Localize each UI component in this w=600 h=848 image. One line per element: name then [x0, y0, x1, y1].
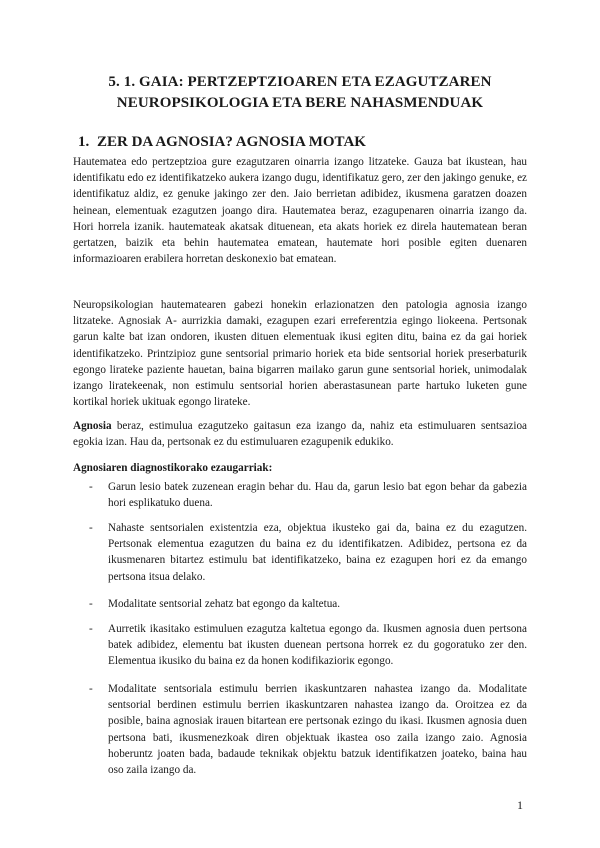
bullet-marker: - — [89, 481, 93, 493]
list-item — [73, 596, 527, 612]
list-item — [73, 479, 527, 511]
list-item-text: Modalitate sentsorial zehatz bat egongo da kaltetua. — [108, 598, 341, 610]
page-number: 1 — [517, 798, 523, 812]
list-item-text: Aurretik ikasitako estimuluen ezagutza kaltetua egongo da. Ikusmen agnosia duen pertsona batek adibidez, elementu bat ikusten duenean pertsona horrek ez du gogoratuko zer den. Elementua ikusiko du baina ez da honen kodifikazioriк egongo. — [108, 623, 527, 668]
paragraph-3 — [73, 418, 527, 450]
diagnostic-features-heading: Agnosiaren diagnostikorako ezaugarriak: — [73, 462, 273, 474]
section-heading — [78, 132, 366, 152]
bullet-marker: - — [89, 522, 93, 534]
list-item-text: Nahaste sentsorialen existentzia eza, objektua ikusteko gai da, baina ez du ezagutzen. Pertsonak elementua ezagutzen du baina ez du identifikatzen. Adibidez, pertsona ez da ikusmenaren bitartez estimulu bat identifikatzeko, baina ez ezagupen hori ez da emango pertsona itsua delako. — [108, 522, 527, 583]
list-item-text: Modalitate sentsoriala estimulu berrien ikaskuntzaren nahastea izango da. Modalitate sentsorial berdinen estimulu berrien ikaskuntzaren nahastea izango da. Oroitzea ez da posible, baina agnosiak irauen bitartean ere pertsonak ezingo du ikasi. Ikusmen agnosia duen pertsona bati, ikusmenezkoak diren objektuak ikastea oso zaila izango zaio. Agnosia hoberuntz joaten bada, badaude teknikak objektu batzuk identifikatzen joateko, baina hau oso zaila izango da. — [108, 683, 527, 777]
bullet-marker: - — [89, 623, 93, 635]
paragraph-1: Hautematea edo pertzeptzioa gure ezagutzaren oinarria izango litzateke. Gauza bat ikustean, hau identifikatu edo ez identifikatzeko aukera izango dugu, identifikatuz gero, zer den jakingo genuke, ez identifikatuz aldiz, ez genuke jakingo zer den. Jaio berrietan adibidez, ikusmena garatzen doazen heinean, elementuak ezagutzen joango dira. Hautematea beraz, ezagupenaren oinarria izango da. Hori horrela izanik. hautemateak akatsak dituenean, eta akats horiek ez direla hautematean beran gertatzen, baizik eta behin hautematea ematean, hautemate hori posible egiten duenaren informazioaren erabilera horretan deskonexio bat ematean. — [73, 156, 527, 266]
paragraph-3-text: beraz, estimulua ezagutzeko gaitasun eza izango da, nahiz eta estimuluaren sentsazioa egokia izan. Hau da, pertsonak ez du estimuluaren ezagupenik edukiko. — [73, 420, 527, 449]
list-item — [73, 520, 527, 585]
list-item — [73, 621, 527, 670]
section-title: ZER DA AGNOSIA? AGNOSIA MOTAK — [97, 134, 366, 150]
title-line-2: NEUROPSIKOLOGIA ETA BERE NAHASMENDUAK — [116, 95, 484, 111]
list-item-text: Garun lesio batek zuzenean eragin behar du. Hau da, garun lesio bat egon behar da gabezia hori esplikatuko duena. — [108, 481, 527, 510]
page-title — [60, 72, 540, 114]
title-line-1: 5. 1. GAIA: PERTZEPTZIOAREN ETA EZAGUTZAREN — [108, 74, 492, 90]
agnosia-term: Agnosia — [73, 420, 112, 432]
bullet-marker: - — [89, 598, 93, 610]
list-item — [73, 681, 527, 778]
bullet-marker: - — [89, 683, 93, 695]
section-number: 1. — [78, 134, 90, 150]
paragraph-2: Neuropsikologian hautematearen gabezi honekin erlazionatzen den patologia agnosia izango litzateke. Agnosiak A- aurrizkia damaki, ezagupen ezari erreferentzia egingo liokeena. Pertsonak garun kalte bat izan ondoren, ikusten dituen elementuak ikusi egiten ditu, baina ez da gai horiek identifikatzeko. Printzipioz gune sentsorial primario horiek eta bide sentsorial horiek preserbaturik egongo lirateke paziente hauetan, baina bigarren mailako garun gune sentsorial horiek, unimodalak izango liratekeenak, non estimulu sentsorial horien aberastasunean parte hartuko luketen gune kortikal horiek ukituak egongo lirateke. — [73, 299, 527, 409]
